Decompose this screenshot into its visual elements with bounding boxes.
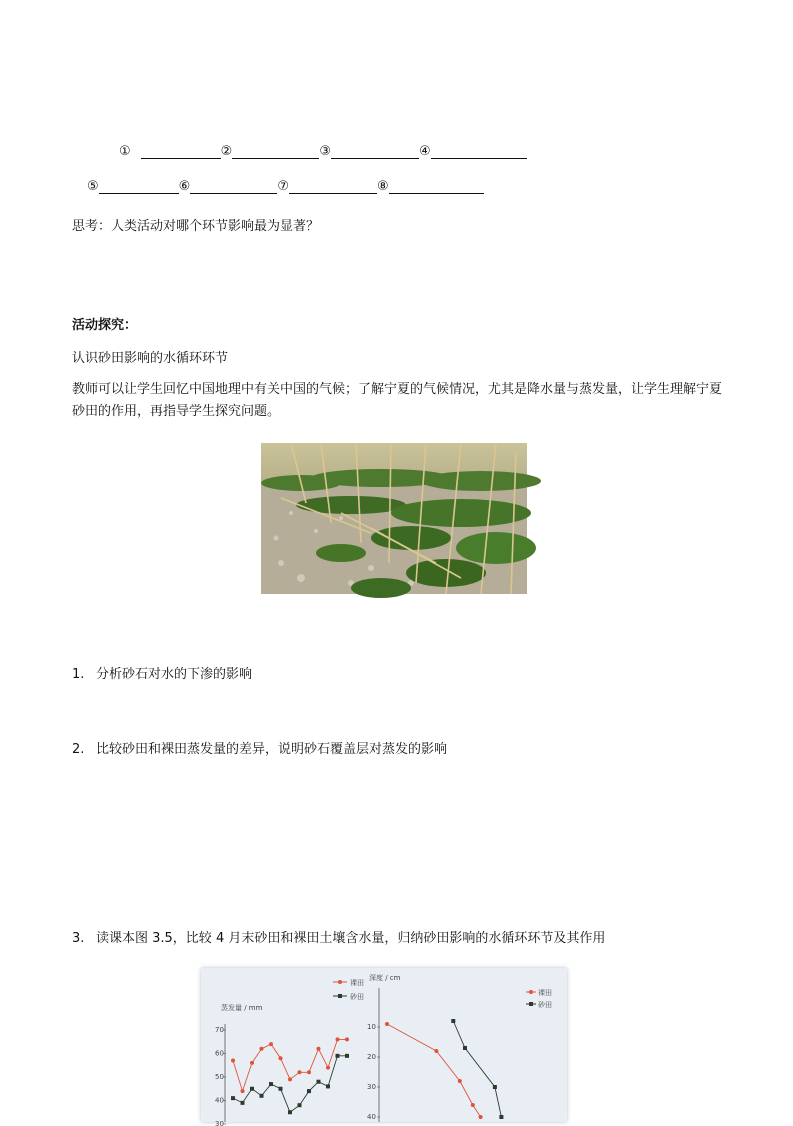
right-tick-label: 40: [367, 1113, 376, 1121]
blank-3[interactable]: [319, 144, 419, 159]
left-series-point: [307, 1089, 311, 1093]
blank-marker-2: ②: [220, 144, 233, 159]
right-series-point: [479, 1115, 483, 1119]
blank-line-3[interactable]: [331, 144, 419, 159]
left-series-point: [298, 1103, 302, 1107]
blank-line-6[interactable]: [190, 179, 277, 194]
left-series-point: [279, 1087, 283, 1091]
left-chart-ylabel: 蒸发量 / mm: [221, 1004, 263, 1012]
blank-line-4[interactable]: [431, 144, 527, 159]
left-legend-sand: 砂田: [350, 993, 364, 1001]
right-series-point: [463, 1046, 467, 1050]
right-series-point: [493, 1085, 497, 1089]
right-chart-ylabel: 深度 / cm: [369, 974, 401, 982]
left-legend-bare-marker: [338, 980, 342, 984]
right-chart-ticks: [367, 1023, 380, 1121]
activity-description: 教师可以让学生回忆中国地理中有关中国的气候；了解宁夏的气候情况，尤其是降水量与蒸发量，让学生理解宁夏砂田的作用，再指导学生探究问题。: [72, 382, 723, 419]
left-series-point: [288, 1110, 292, 1114]
left-series-line: [233, 1056, 347, 1112]
question-1: [72, 663, 252, 682]
blank-2[interactable]: [221, 144, 320, 159]
right-series-line: [453, 1021, 501, 1117]
left-series-point: [298, 1070, 302, 1074]
left-legend-bare: 裸田: [350, 979, 364, 987]
blank-marker-3: ③: [319, 144, 331, 159]
blank-4[interactable]: [419, 144, 527, 159]
blank-marker-5: ⑤: [87, 179, 99, 194]
right-chart-legend: [526, 988, 552, 1009]
left-series-point: [269, 1042, 273, 1046]
blank-marker-7: ⑦: [277, 179, 289, 194]
left-series-point: [250, 1061, 254, 1065]
figure-3-5-photo: [201, 968, 567, 1126]
right-series-point: [499, 1115, 503, 1119]
question-1-number: 1.: [72, 667, 85, 682]
right-legend-bare-marker: [529, 990, 533, 994]
activity-subtitle: 认识砂田影响的水循环环节: [72, 351, 229, 366]
right-series-point: [451, 1019, 455, 1023]
left-chart-ticks: [215, 1026, 226, 1126]
blank-marker-6: ⑥: [178, 179, 191, 194]
blank-7[interactable]: [277, 179, 377, 194]
question-2: [72, 738, 447, 757]
left-tick-label: 60: [215, 1049, 224, 1058]
left-series-point: [336, 1037, 340, 1041]
question-2-text: 比较砂田和裸田蒸发量的差异，说明砂石覆盖层对蒸发的影响: [96, 742, 448, 757]
right-series-point: [434, 1049, 438, 1053]
blank-marker-1: ①: [119, 144, 131, 159]
left-series-point: [241, 1101, 245, 1105]
blank-row-2: [87, 179, 484, 194]
right-tick-label: 20: [367, 1053, 376, 1061]
blank-line-8[interactable]: [389, 179, 484, 194]
left-series-point: [345, 1054, 349, 1058]
right-legend-sand: 砂田: [538, 1001, 552, 1009]
blank-marker-8: ⑧: [376, 179, 389, 194]
left-tick-label: 70: [215, 1026, 224, 1034]
blank-line-2[interactable]: [232, 144, 319, 159]
blank-8[interactable]: [377, 179, 484, 194]
left-series-point: [336, 1054, 340, 1058]
right-legend-bare: 裸田: [538, 989, 552, 997]
right-chart-series: [385, 1019, 503, 1119]
right-series-point: [471, 1103, 475, 1107]
left-series-point: [250, 1087, 254, 1091]
left-chart-legend: [333, 978, 364, 1001]
right-series-point: [458, 1079, 462, 1083]
question-3-text: 读课本图 3.5，比较 4 月末砂田和裸田土壤含水量，归纳砂田影响的水循环环节及其作用: [96, 931, 606, 946]
blank-row-1: [119, 144, 527, 159]
think-question: 思考：人类活动对哪个环节影响最为显著？: [72, 219, 320, 234]
left-tick-label: 40: [215, 1096, 224, 1105]
left-series-point: [307, 1070, 311, 1074]
blank-1[interactable]: [119, 144, 221, 159]
question-2-number: 2.: [72, 742, 85, 757]
question-1-text: 分析砂石对水的下渗的影响: [96, 667, 253, 682]
right-tick-label: 30: [367, 1083, 376, 1091]
left-series-point: [279, 1056, 283, 1060]
blank-6[interactable]: [179, 179, 278, 194]
right-series-point: [385, 1022, 389, 1026]
activity-title: 活动探究：: [72, 318, 138, 333]
left-series-point: [231, 1096, 235, 1100]
right-series-line: [387, 1024, 481, 1117]
left-series-point: [241, 1089, 245, 1093]
blank-5[interactable]: [87, 179, 179, 194]
left-tick-label: 50: [215, 1073, 224, 1081]
sand-field-photo: [261, 443, 527, 594]
left-legend-sand-marker: [338, 994, 342, 998]
left-series-point: [317, 1047, 321, 1051]
right-tick-label: 10: [367, 1023, 376, 1031]
left-series-point: [326, 1066, 330, 1070]
left-series-point: [317, 1080, 321, 1084]
left-series-point: [326, 1084, 330, 1088]
right-legend-sand-marker: [529, 1002, 533, 1006]
left-series-point: [345, 1037, 349, 1041]
left-tick-label: 30: [215, 1120, 224, 1126]
left-series-line: [233, 1039, 347, 1091]
question-3-number: 3.: [72, 931, 85, 946]
left-series-point: [269, 1082, 273, 1086]
left-series-point: [288, 1077, 292, 1081]
left-series-point: [260, 1094, 264, 1098]
question-3: [72, 927, 605, 946]
blank-line-5[interactable]: [99, 179, 179, 194]
blank-line-7[interactable]: [289, 179, 377, 194]
left-series-point: [260, 1047, 264, 1051]
blank-line-1[interactable]: [141, 144, 221, 159]
left-chart-series: [231, 1037, 349, 1114]
left-series-point: [231, 1059, 235, 1063]
blank-marker-4: ④: [418, 144, 431, 159]
